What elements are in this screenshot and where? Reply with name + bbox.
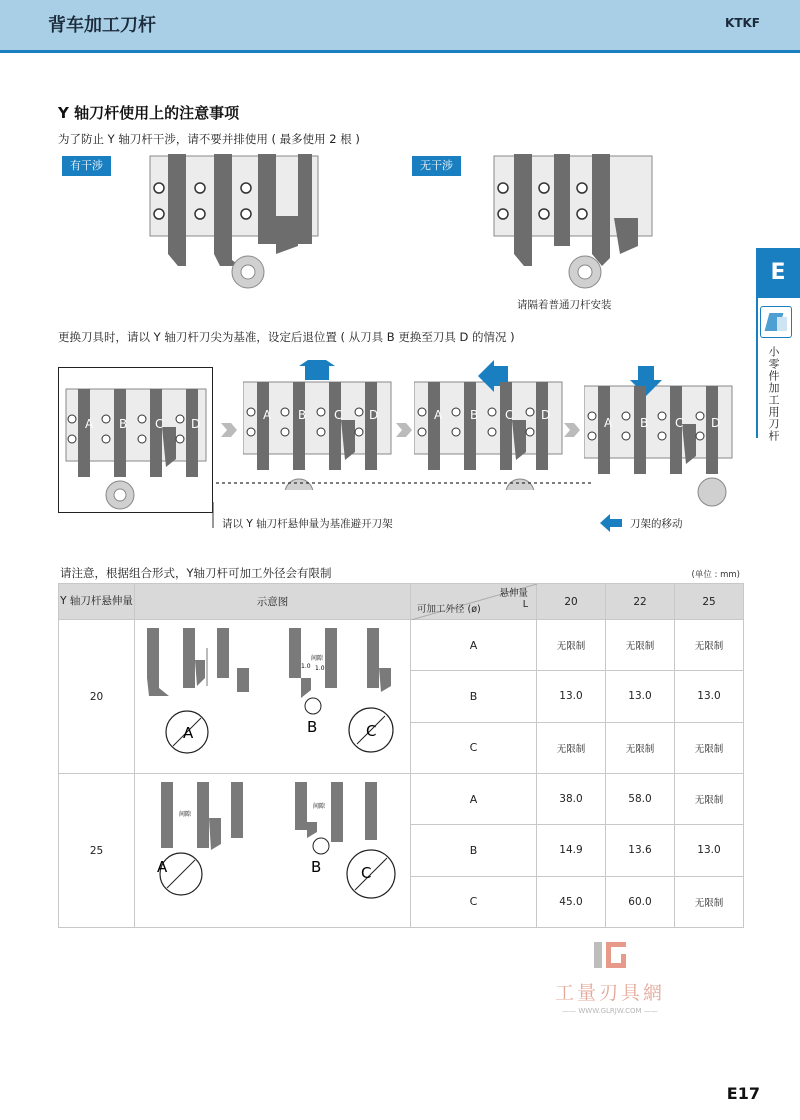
- left-arrow-icon: [598, 513, 624, 533]
- table-unit: (单位 : mm): [691, 570, 740, 580]
- row-type: C: [411, 722, 537, 773]
- cell-value: 13.0: [537, 671, 606, 722]
- fig25-label-b: B: [311, 858, 322, 876]
- fig20-label-a: A: [183, 724, 194, 742]
- header-overhang-label: Y 轴刀杆悬伸量: [60, 595, 133, 607]
- cell-value: 无限制: [537, 620, 606, 671]
- corner-bottom: 可加工外径 (ø): [417, 604, 481, 615]
- watermark-text: 工量刃具網: [554, 982, 665, 1004]
- cell-value: 无限制: [675, 620, 744, 671]
- diagram-step-2: [243, 360, 393, 490]
- cell-value: 13.0: [675, 671, 744, 722]
- cell-value: 无限制: [675, 722, 744, 773]
- page-number: E17: [726, 1084, 760, 1103]
- figure-overhang-25: [135, 774, 411, 924]
- section-tab-e[interactable]: E: [756, 248, 800, 298]
- diagram-step-4: [584, 364, 734, 514]
- fig20-label-b: B: [307, 718, 318, 736]
- cell-value: 60.0: [606, 876, 675, 927]
- fig20-label-c: C: [366, 722, 377, 740]
- cell-value: 无限制: [606, 722, 675, 773]
- header-divider: [0, 50, 800, 53]
- watermark-url: —— WWW.GLRJW.COM ——: [562, 1007, 658, 1015]
- watermark: [540, 940, 680, 1020]
- cell-value: 45.0: [537, 876, 606, 927]
- diagram-step-3: [414, 360, 564, 490]
- cell-value: 13.6: [606, 825, 675, 876]
- header-overhang: [59, 584, 135, 620]
- step4-letter-d: D: [711, 416, 721, 430]
- watermark-logo-icon: [592, 940, 628, 970]
- cell-value: 无限制: [537, 722, 606, 773]
- header-overhang-22: 22: [606, 584, 675, 620]
- fig25-label-a: A: [157, 858, 168, 876]
- step-arrow-icon: [219, 420, 239, 440]
- diagram-interference: [148, 154, 320, 289]
- diagram-step-1: [58, 367, 213, 513]
- header-schematic: 示意图: [135, 584, 411, 620]
- table-row: [59, 620, 744, 671]
- cell-value: 无限制: [675, 876, 744, 927]
- figure-cell-20: [135, 620, 411, 774]
- fig25-gap-2: 间隙: [313, 803, 326, 810]
- row-type: B: [411, 825, 537, 876]
- caption-turret-movement: 刀架的移动: [630, 518, 683, 530]
- row-type: A: [411, 774, 537, 825]
- step3-letter-c: C: [505, 408, 514, 422]
- cell-value: 无限制: [675, 774, 744, 825]
- table-title: 请注意，根据组合形式，Y轴刀杆可加工外径会有限制: [60, 566, 332, 580]
- section-title-y-axis-notes: Y 轴刀杆使用上的注意事项: [58, 104, 240, 122]
- fig25-gap: 间隙: [179, 811, 192, 818]
- group-overhang: 20: [59, 620, 135, 774]
- cell-value: 13.0: [606, 671, 675, 722]
- figure-cell-25: [135, 774, 411, 928]
- retract-reference-line: [216, 481, 596, 485]
- step2-letter-c: C: [334, 408, 343, 422]
- header-corner: [411, 584, 537, 620]
- cell-value: 13.0: [675, 825, 744, 876]
- caption-retract-reference: 请以 Y 轴刀杆悬伸量为基准避开刀架: [222, 518, 393, 530]
- leader-line: [209, 502, 223, 532]
- group-overhang: 25: [59, 774, 135, 928]
- fig20-dim-1: 1.0: [301, 663, 311, 670]
- section-description-interference: 为了防止 Y 轴刀杆干涉，请不要并排使用 ( 最多使用 2 根 ): [58, 132, 360, 146]
- cell-value: 58.0: [606, 774, 675, 825]
- step-arrow-icon: [562, 420, 582, 440]
- step3-letter-b: B: [470, 408, 479, 422]
- step3-letter-a: A: [434, 408, 443, 422]
- side-divider: [756, 298, 758, 438]
- header-overhang-20: 20: [537, 584, 606, 620]
- machinable-diameter-table: [58, 583, 744, 928]
- step4-letter-a: A: [604, 416, 613, 430]
- step1-letter-b: B: [119, 417, 128, 431]
- step1-letter-d: D: [191, 417, 201, 431]
- cell-value: 14.9: [537, 825, 606, 876]
- row-type: B: [411, 671, 537, 722]
- fig25-label-c: C: [361, 864, 372, 882]
- step3-letter-d: D: [541, 408, 551, 422]
- fig20-dim-2: 1.0: [315, 665, 325, 672]
- caption-install-between: 请隔着普通刀杆安装: [517, 299, 612, 311]
- corner-top-line2: L: [522, 599, 528, 610]
- page-title: 背车加工刀杆: [48, 15, 156, 36]
- side-category-label: 小零件加工用刀杆: [767, 346, 780, 442]
- figure-overhang-20: [135, 620, 411, 770]
- table-row: [59, 774, 744, 825]
- corner-top-line1: 悬伸量: [499, 588, 528, 599]
- step2-letter-a: A: [263, 408, 272, 422]
- step2-letter-b: B: [298, 408, 307, 422]
- header-overhang-25: 25: [675, 584, 744, 620]
- diagram-no-interference: [492, 154, 654, 289]
- step1-letter-a: A: [85, 417, 94, 431]
- step4-letter-c: C: [675, 416, 684, 430]
- row-type: C: [411, 876, 537, 927]
- step-arrow-icon: [394, 420, 414, 440]
- row-type: A: [411, 620, 537, 671]
- section-description-tool-change: 更换刀具时，请以 Y 轴刀杆刀尖为基准，设定后退位置 ( 从刀具 B 更换至刀具 D 的情况 ): [58, 330, 515, 344]
- cell-value: 38.0: [537, 774, 606, 825]
- step2-letter-d: D: [369, 408, 379, 422]
- page-header: [0, 0, 800, 50]
- step4-letter-b: B: [640, 416, 649, 430]
- step1-letter-c: C: [155, 417, 164, 431]
- fig20-gap: 间隙: [311, 655, 324, 662]
- product-code: KTKF: [725, 16, 760, 30]
- cell-value: 无限制: [606, 620, 675, 671]
- tag-interference: 有干涉: [62, 156, 111, 176]
- tool-holder-icon: [760, 306, 792, 338]
- tag-no-interference: 无干涉: [412, 156, 461, 176]
